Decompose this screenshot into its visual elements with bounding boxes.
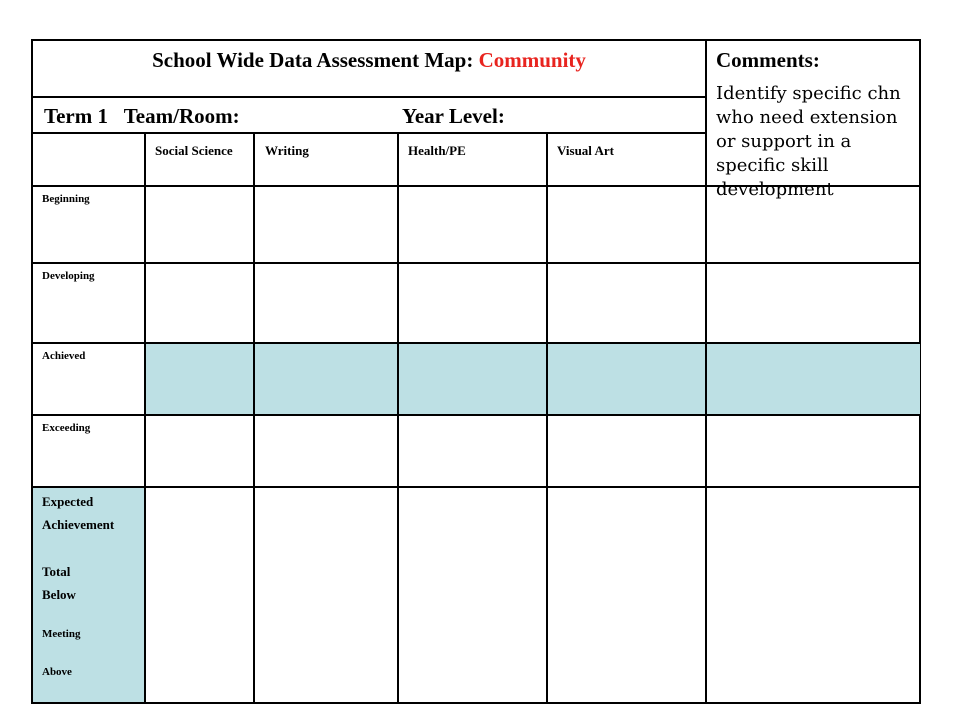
achievement-label: Achievement bbox=[42, 517, 115, 532]
team-room-label: Team/Room: bbox=[123, 104, 240, 128]
row-beginning: Beginning bbox=[42, 193, 90, 205]
title-main: School Wide Data Assessment Map: bbox=[152, 48, 479, 72]
vline-health bbox=[546, 133, 548, 703]
comments-title: Comments: bbox=[716, 48, 820, 72]
hline-exceeding bbox=[33, 486, 920, 488]
hline-achieved bbox=[33, 414, 920, 416]
vline-social bbox=[253, 133, 255, 703]
vline-label bbox=[144, 133, 146, 703]
col-social-science bbox=[155, 141, 235, 161]
comments-body: Identify specific chn who need extension or support in a specific skill development bbox=[716, 83, 901, 200]
col-health-pe: Health/PE bbox=[408, 143, 466, 158]
year-level-label: Year Level: bbox=[402, 104, 505, 128]
hline-developing bbox=[33, 342, 920, 344]
above-label: Above bbox=[42, 666, 72, 678]
meeting-label: Meeting bbox=[42, 628, 81, 640]
col-visual-art: Visual Art bbox=[557, 143, 614, 158]
expected-label: Expected bbox=[42, 494, 94, 509]
title-highlight: Community bbox=[478, 48, 586, 72]
row-achieved: Achieved bbox=[42, 350, 86, 362]
hline-beginning bbox=[33, 262, 920, 264]
vline-writing bbox=[397, 133, 399, 703]
col-writing: Writing bbox=[265, 143, 309, 158]
vline-comments bbox=[705, 40, 707, 703]
page-title bbox=[33, 48, 705, 73]
hline-title bbox=[33, 96, 705, 98]
total-label: Total bbox=[42, 564, 71, 579]
hline-term bbox=[33, 132, 705, 134]
term-label: Term 1 bbox=[44, 104, 108, 128]
row-exceeding: Exceeding bbox=[42, 422, 91, 434]
col-social-science-label: Social Science bbox=[155, 143, 233, 158]
term-header bbox=[44, 104, 240, 129]
achieved-row-fill bbox=[145, 343, 920, 415]
row-developing: Developing bbox=[42, 270, 95, 282]
below-label: Below bbox=[42, 587, 76, 602]
